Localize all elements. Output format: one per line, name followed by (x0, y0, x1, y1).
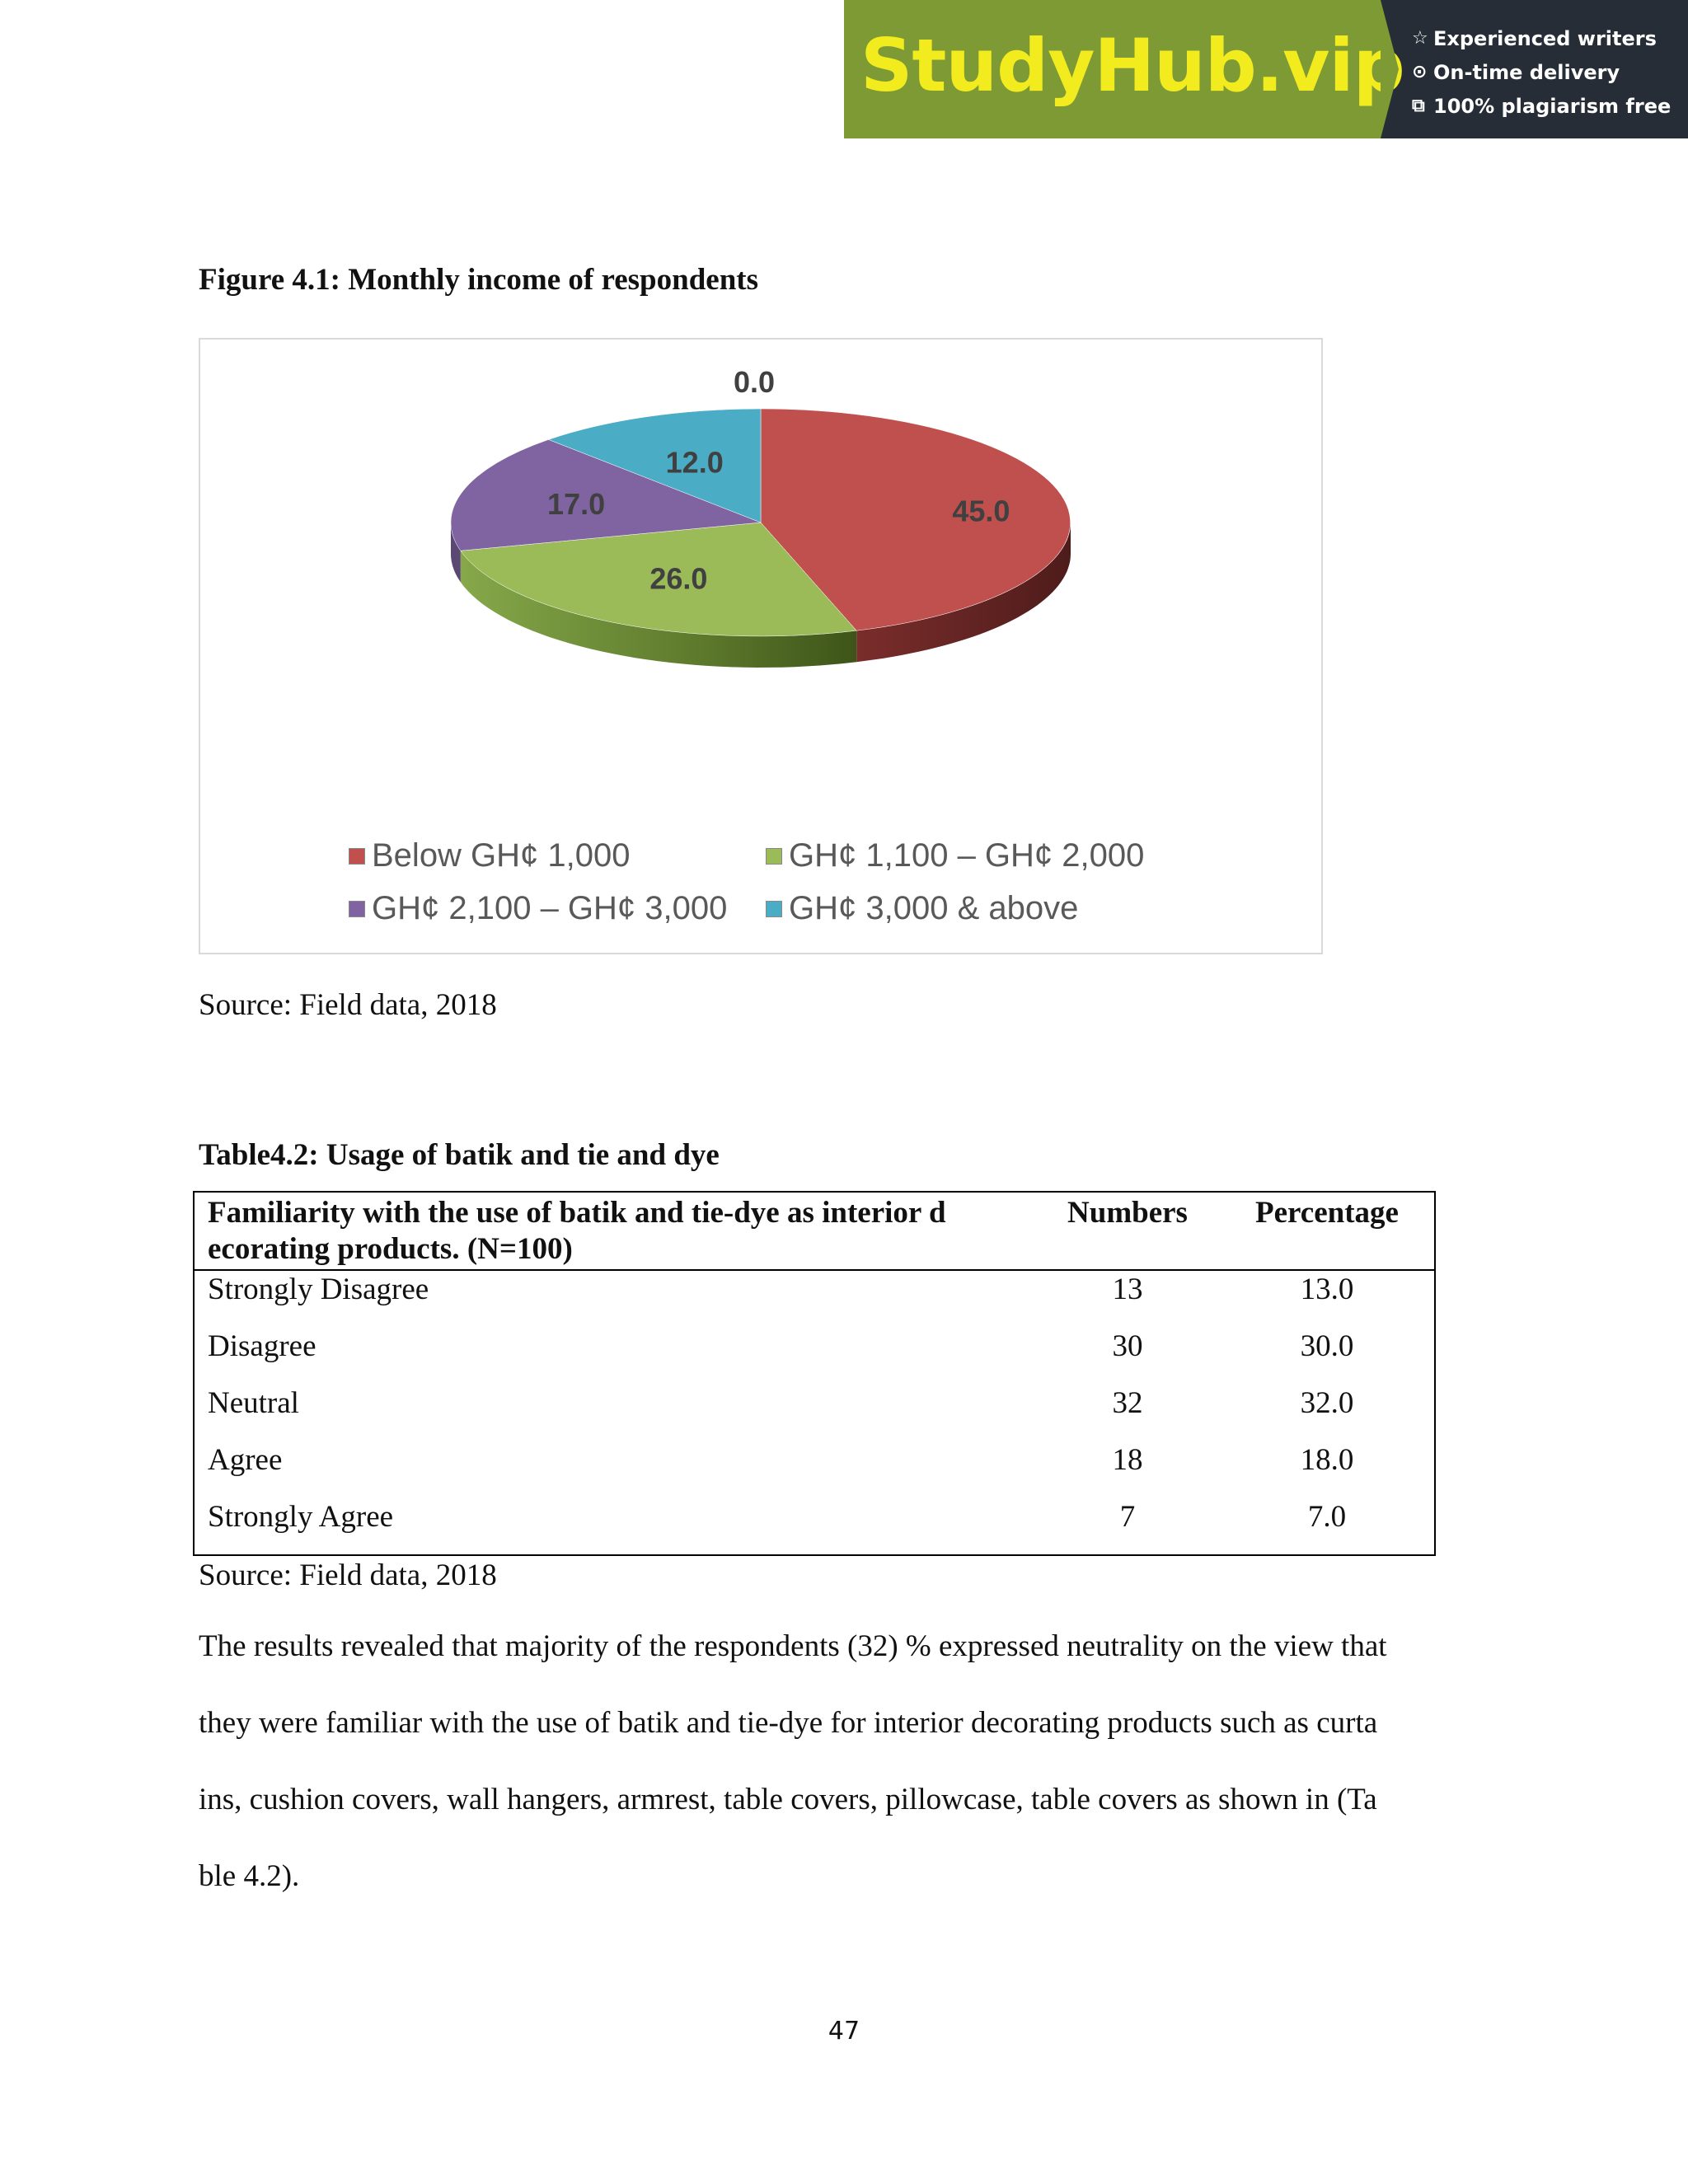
page-number: 47 (828, 2017, 860, 2046)
legend-swatch (766, 901, 782, 917)
row-number: 7 (1119, 1500, 1136, 1534)
row-label: Neutral (208, 1386, 299, 1420)
pie-chart (199, 338, 1323, 954)
banner-logo-area[interactable] (844, 0, 1404, 138)
header-percentage: Percentage (1255, 1196, 1399, 1230)
pie-value-label-3000-above: 12.0 (665, 445, 724, 480)
feature-text: Experienced writers (1433, 26, 1657, 50)
table-source: Source: Field data, 2018 (199, 1558, 497, 1592)
row-label: Agree (208, 1443, 283, 1477)
row-percent: 30.0 (1300, 1329, 1354, 1363)
star-icon: ☆ (1412, 28, 1428, 49)
table-row (195, 1385, 1434, 1441)
row-number: 32 (1112, 1386, 1143, 1420)
pie-value-label-zero: 0.0 (733, 365, 776, 399)
table-caption: Table4.2: Usage of batik and tie and dye (199, 1138, 720, 1172)
figure-source: Source: Field data, 2018 (199, 988, 497, 1022)
feature-text: On-time delivery (1433, 60, 1620, 84)
row-label: Disagree (208, 1329, 316, 1363)
usage-table (193, 1191, 1436, 1556)
row-percent: 32.0 (1300, 1386, 1354, 1420)
feature-plagiarism-free (1412, 89, 1688, 123)
table-row (195, 1271, 1434, 1327)
legend-label: GH¢ 2,100 – GH¢ 3,000 (372, 890, 728, 926)
paragraph-line-4: ble 4.2). (199, 1859, 300, 1893)
row-label: Strongly Disagree (208, 1272, 429, 1306)
table-row (195, 1441, 1434, 1497)
studyhub-logo: StudyHub.vip (860, 23, 1404, 108)
table-row (195, 1328, 1434, 1384)
feature-on-time-delivery (1412, 55, 1688, 89)
header-familiarity-line2: ecorating products. (N=100) (208, 1232, 573, 1266)
legend-item-2100-3000 (349, 890, 727, 927)
feature-experienced-writers (1412, 21, 1688, 55)
row-number: 30 (1112, 1329, 1143, 1363)
paragraph-line-1: The results revealed that majority of the respondents (32) % expressed neutrality on the view that (199, 1629, 1387, 1663)
header-familiarity-line1: Familiarity with the use of batik and tie-dye as interior d (208, 1196, 946, 1230)
legend-item-below-1000 (349, 837, 631, 874)
legend-item-3000-above (766, 890, 1078, 927)
banner-features (1381, 0, 1688, 138)
figure-caption: Figure 4.1: Monthly income of respondents (199, 263, 759, 297)
row-percent: 18.0 (1300, 1443, 1354, 1477)
row-percent: 13.0 (1300, 1272, 1354, 1306)
studyhub-banner[interactable] (844, 0, 1688, 138)
paragraph-line-3: ins, cushion covers, wall hangers, armrest, table covers, pillowcase, table covers as shown in (Ta (199, 1783, 1377, 1816)
clock-icon: ⊙ (1412, 62, 1428, 82)
legend-label: GH¢ 3,000 & above (789, 890, 1079, 926)
row-number: 18 (1112, 1443, 1143, 1477)
row-label: Strongly Agree (208, 1500, 394, 1534)
banner-arrow-shape (1381, 0, 1399, 138)
pie-value-label-2100-3000: 17.0 (547, 487, 606, 522)
copy-icon: ⧉ (1412, 96, 1425, 116)
legend-label: GH¢ 1,100 – GH¢ 2,000 (789, 837, 1145, 874)
pie-value-label-1100-2000: 26.0 (649, 561, 708, 596)
row-percent: 7.0 (1307, 1500, 1347, 1534)
legend-swatch (349, 901, 365, 917)
row-number: 13 (1112, 1272, 1143, 1306)
legend-label: Below GH¢ 1,000 (372, 837, 631, 874)
legend-swatch (766, 848, 782, 865)
paragraph-line-2: they were familiar with the use of batik and tie-dye for interior decorating products such as curta (199, 1706, 1378, 1740)
table-header (195, 1193, 1434, 1271)
pie-value-label-below-1000: 45.0 (952, 494, 1010, 528)
legend-swatch (349, 848, 365, 865)
table-row (195, 1498, 1434, 1554)
header-numbers: Numbers (1067, 1196, 1188, 1230)
feature-text: 100% plagiarism free (1433, 94, 1672, 118)
legend-item-1100-2000 (766, 837, 1144, 874)
